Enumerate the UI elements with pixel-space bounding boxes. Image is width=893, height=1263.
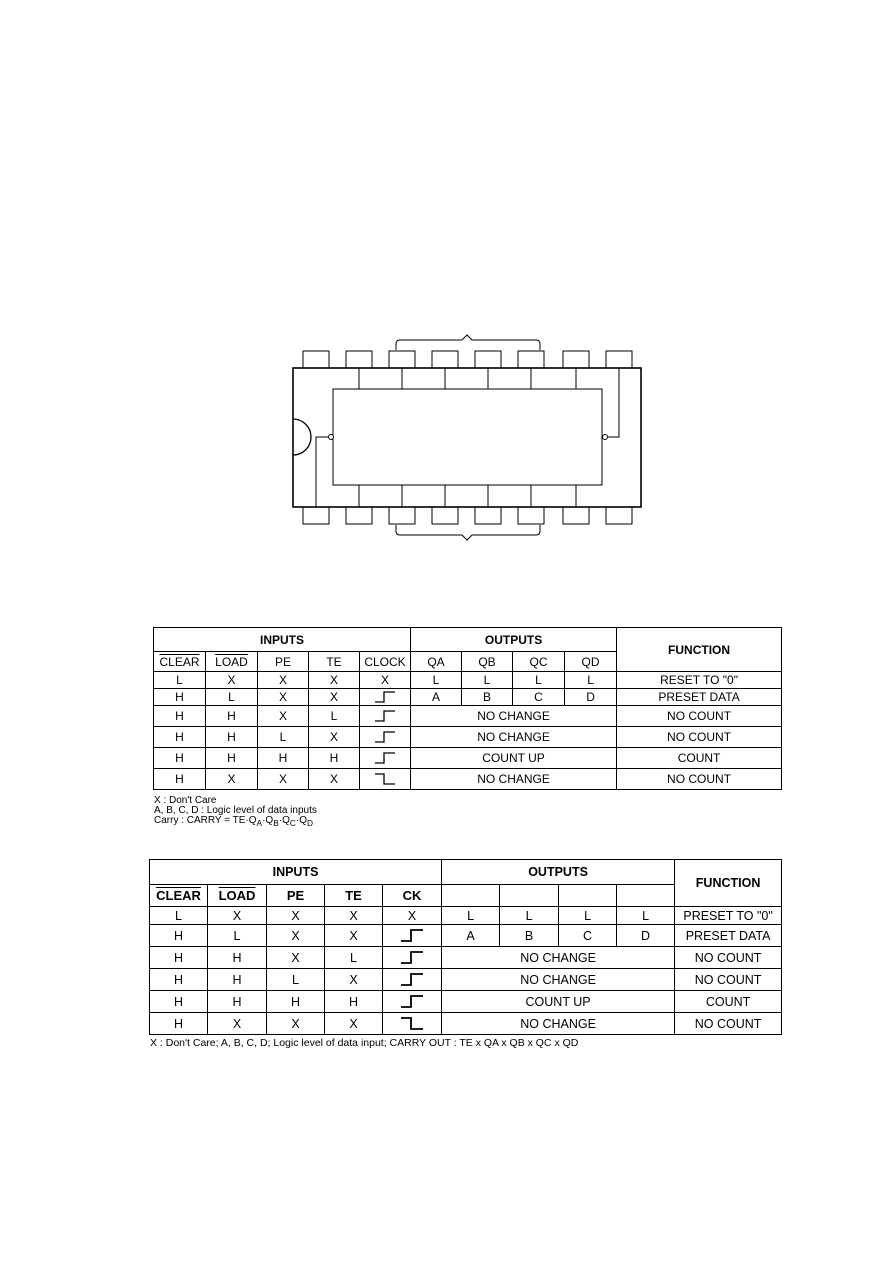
cell: X (309, 769, 360, 790)
cell: X (325, 969, 383, 991)
col-output-blank (500, 885, 559, 907)
cell: L (513, 672, 565, 689)
rising-edge-icon (373, 709, 397, 723)
col-qd: QD (565, 652, 617, 672)
col-clock: CLOCK (360, 652, 411, 672)
outputs-cell: NO CHANGE (411, 769, 617, 790)
note-table-2: X : Don't Care; A, B, C, D; Logic level of data input; CARRY OUT : TE x QA x QB x QC x QD (150, 1037, 579, 1049)
cell: L (325, 947, 383, 969)
col-pe: PE (267, 885, 325, 907)
outputs-cell: COUNT UP (411, 748, 617, 769)
cell: D (617, 925, 675, 947)
carry-dot-q: ·Q (262, 815, 274, 826)
cell: X (309, 672, 360, 689)
cell: H (150, 1013, 208, 1035)
cell: X (206, 769, 258, 790)
cell: H (150, 991, 208, 1013)
table-row (154, 748, 782, 769)
cell: H (208, 991, 267, 1013)
cell: L (442, 907, 500, 925)
col-load: LOAD (206, 652, 258, 672)
dip-package-diagram (280, 330, 650, 550)
carry-sub-d: D (307, 818, 314, 828)
table-row (154, 672, 782, 689)
table-row (154, 706, 782, 727)
cell: X (325, 907, 383, 925)
cell: X (325, 1013, 383, 1035)
cell: H (154, 769, 206, 790)
truth-table-1 (153, 627, 782, 790)
cell: L (309, 706, 360, 727)
cell: L (150, 907, 208, 925)
rising-edge-icon (399, 994, 425, 1009)
col-output-blank (617, 885, 675, 907)
function-cell: NO COUNT (675, 1013, 782, 1035)
cell: L (559, 907, 617, 925)
cell: D (565, 689, 617, 706)
table-row (150, 947, 782, 969)
outputs-cell: NO CHANGE (442, 1013, 675, 1035)
cell: X (258, 769, 309, 790)
col-output-blank (442, 885, 500, 907)
table-row (150, 991, 782, 1013)
cell: C (559, 925, 617, 947)
inputs-group-header: INPUTS (150, 860, 442, 885)
cell: B (462, 689, 513, 706)
function-cell: PRESET DATA (617, 689, 782, 706)
clock-cell (360, 769, 411, 790)
col-ck: CK (383, 885, 442, 907)
function-cell: NO COUNT (675, 947, 782, 969)
clock-cell (383, 947, 442, 969)
cell: X (267, 947, 325, 969)
outputs-group-header: OUTPUTS (411, 628, 617, 652)
outputs-cell: NO CHANGE (411, 727, 617, 748)
cell: H (206, 727, 258, 748)
cell: L (154, 672, 206, 689)
cell: H (150, 925, 208, 947)
cell: L (267, 969, 325, 991)
truth-table-2 (149, 859, 782, 1035)
carry-dot-q: ·Q (295, 815, 307, 826)
clock-cell (360, 706, 411, 727)
cell: L (206, 689, 258, 706)
cell: L (208, 925, 267, 947)
col-qb: QB (462, 652, 513, 672)
clock-cell (383, 969, 442, 991)
cell: H (208, 969, 267, 991)
cell: H (206, 748, 258, 769)
bottom-brace (396, 525, 540, 540)
carry-sub-a: A (256, 818, 263, 828)
clock-cell (360, 727, 411, 748)
cell: X (267, 925, 325, 947)
table-row (150, 925, 782, 947)
cell: H (206, 706, 258, 727)
function-cell: RESET TO "0" (617, 672, 782, 689)
cell: H (150, 947, 208, 969)
carry-sub-c: C (289, 818, 296, 828)
function-cell: PRESET TO "0" (675, 907, 782, 925)
top-brace (396, 335, 540, 350)
cell: H (154, 689, 206, 706)
table-row (150, 1013, 782, 1035)
note-carry (154, 816, 313, 828)
cell: H (325, 991, 383, 1013)
col-load: LOAD (208, 885, 267, 907)
col-te: TE (309, 652, 360, 672)
col-clear: CLEAR (150, 885, 208, 907)
col-te: TE (325, 885, 383, 907)
outputs-cell: NO CHANGE (411, 706, 617, 727)
outputs-cell: COUNT UP (442, 991, 675, 1013)
cell: C (513, 689, 565, 706)
col-pe: PE (258, 652, 309, 672)
cell: H (267, 991, 325, 1013)
col-qc: QC (513, 652, 565, 672)
cell: A (442, 925, 500, 947)
cell: X (360, 672, 411, 689)
clock-cell (383, 1013, 442, 1035)
cell: B (500, 925, 559, 947)
function-cell: COUNT (675, 991, 782, 1013)
function-header: FUNCTION (617, 628, 782, 672)
outputs-cell: NO CHANGE (442, 947, 675, 969)
cell: L (617, 907, 675, 925)
package-notch (293, 419, 311, 455)
cell: X (208, 1013, 267, 1035)
cell: L (411, 672, 462, 689)
cell: L (500, 907, 559, 925)
cell: H (154, 748, 206, 769)
carry-sub-b: B (273, 818, 279, 828)
cell: X (258, 706, 309, 727)
cell: X (325, 925, 383, 947)
col-qa: QA (411, 652, 462, 672)
inner-die (333, 389, 602, 485)
cell: X (208, 907, 267, 925)
cell: L (462, 672, 513, 689)
cell: H (154, 727, 206, 748)
clock-cell (360, 689, 411, 706)
function-cell: PRESET DATA (675, 925, 782, 947)
function-cell: NO COUNT (617, 727, 782, 748)
top-pins (303, 351, 632, 368)
cell: X (258, 672, 309, 689)
cell: X (267, 907, 325, 925)
function-header: FUNCTION (675, 860, 782, 907)
function-cell: NO COUNT (675, 969, 782, 991)
col-output-blank (559, 885, 617, 907)
cell: X (206, 672, 258, 689)
col-clear: CLEAR (154, 652, 206, 672)
outputs-group-header: OUTPUTS (442, 860, 675, 885)
cell: H (208, 947, 267, 969)
rising-edge-icon (399, 972, 425, 987)
falling-edge-icon (399, 1016, 425, 1031)
note-dont-care: X : Don't Care (154, 795, 217, 806)
clock-cell (360, 748, 411, 769)
cell: X (309, 689, 360, 706)
outputs-cell: NO CHANGE (442, 969, 675, 991)
cell: A (411, 689, 462, 706)
table-row (154, 689, 782, 706)
table-row (154, 769, 782, 790)
rising-edge-icon (373, 751, 397, 765)
cell: X (309, 727, 360, 748)
rising-edge-icon (373, 690, 397, 704)
rising-edge-icon (373, 730, 397, 744)
inputs-group-header: INPUTS (154, 628, 411, 652)
note-data-inputs: A, B, C, D : Logic level of data inputs (154, 805, 317, 816)
cell: X (383, 907, 442, 925)
rising-edge-icon (399, 950, 425, 965)
cell: H (154, 706, 206, 727)
rising-edge-icon (399, 928, 425, 943)
carry-dot-q: ·Q (278, 815, 290, 826)
table-row (150, 969, 782, 991)
cell: H (150, 969, 208, 991)
table-row (150, 907, 782, 925)
cell: X (258, 689, 309, 706)
table-row (154, 727, 782, 748)
function-cell: NO COUNT (617, 706, 782, 727)
cell: L (258, 727, 309, 748)
falling-edge-icon (373, 772, 397, 786)
bottom-pins (303, 507, 632, 524)
function-cell: NO COUNT (617, 769, 782, 790)
cell: L (565, 672, 617, 689)
cell: H (258, 748, 309, 769)
cell: X (267, 1013, 325, 1035)
clock-cell (383, 991, 442, 1013)
clock-cell (383, 925, 442, 947)
cell: H (309, 748, 360, 769)
function-cell: COUNT (617, 748, 782, 769)
carry-formula-text: Carry : CARRY = TE·Q (154, 815, 257, 826)
